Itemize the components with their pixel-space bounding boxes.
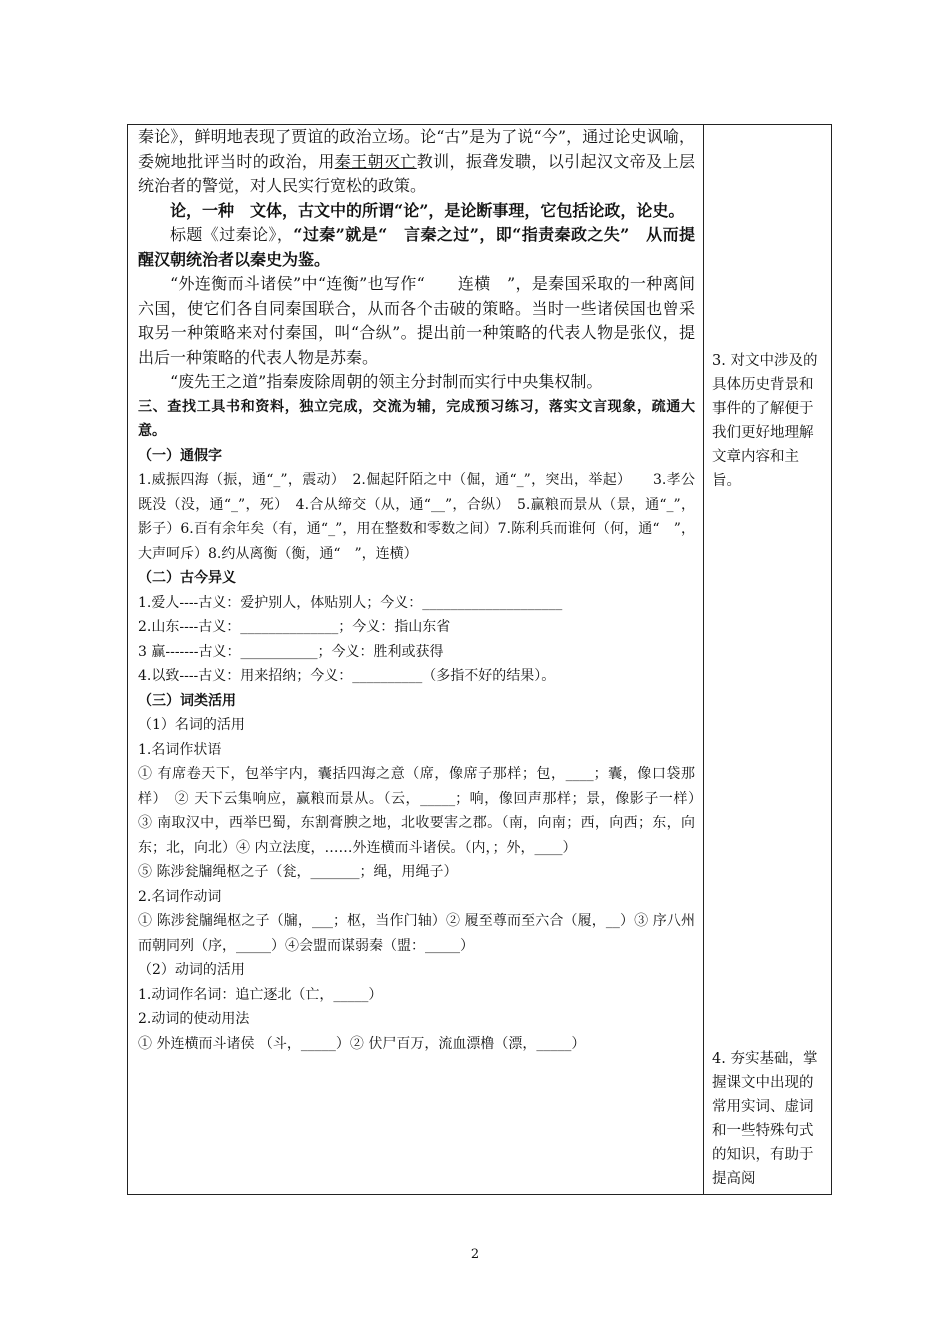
note-4: 4. 夯实基础，掌握课文中出现的常用实词、虚词和一些特殊句式的知识，有助于提高阅 xyxy=(712,1051,818,1187)
blank: ___________ xyxy=(240,643,318,660)
page-number: 2 xyxy=(470,1247,480,1262)
text-segment: 2.山东----古义： xyxy=(138,619,241,635)
subsection-cileihuoyong: （三）词类活用 xyxy=(138,692,236,709)
text-segment: 秦论》，鲜明地表现了贾谊的政治立场。论“古”是为了说“今”，通过论史讽喻，委婉地批评当时的政治，用 xyxy=(138,127,695,171)
dongci-shidong-body: ① 外连横而斗诸侯 （斗，_____）② 伏尸百万，流血漂橹（漂，_____） xyxy=(138,1035,586,1052)
dongci-zuomingci: 1.动词作名词：追亡逐北（亡，_____） xyxy=(138,986,383,1003)
section-heading-3: 三、查找工具书和资料，独立完成，交流为辅，完成预习练习，落实文言现象，疏通大意。 xyxy=(138,398,695,439)
gujinyiyi-line-3 xyxy=(138,640,695,665)
paragraph-feixianwang: “废先王之道”指秦废除周朝的领主分封制而实行中央集权制。 xyxy=(170,372,603,391)
gujinyiyi-line-4 xyxy=(138,664,695,689)
blank: ____________________ xyxy=(422,594,563,611)
text-segment: 1.爱人----古义：爱护别人，体贴别人；今义： xyxy=(138,594,423,611)
mingci-zuodongci-body: ① 陈涉瓮牖绳枢之子（牖，___；枢，当作门轴）② 履至尊而至六合（履，__）③ 序八州而朝同列（序，_____）④会盟而谋弱秦（盟：_____） xyxy=(138,913,695,954)
mingci-zuozhuangyu-body: ① 有席卷天下，包举宇内，囊括四海之意（席，像席子那样；包，____；囊，像口袋那样） ② 天下云集响应，赢粮而景从。（云，_____；响，像回声那样；景，像影子一样） ③ 南取汉中，西举巴蜀，东割膏腴之地，北收要害之郡。（南，向南；西，向西；东，向东；北，向北）④ 内立法度，……外连横而斗诸侯。（内，；外，____） xyxy=(138,766,709,856)
text-segment: 教训，振聋发聩，以引起汉文帝及上层统治者的警觉，对人民实行宽松的政策。 xyxy=(138,151,695,195)
text-segment: ；今义：指山东省 xyxy=(338,619,451,635)
notes-column xyxy=(704,125,831,1194)
tongjiazi-body: 1.威振四海（振，通“_”，震动） 2.倔起阡陌之中（倔，通“_”，突出，举起） 3.孝公既没（没，通“_”，死） 4.合从缔交（从，通“__”，合纵） 5.赢粮而景从（景，通“_”，影子）6.百有余年矣（有，通“_”，用在整数和零数之间）7.陈利兵而谁何（何，通“ ”，大声呵斥）8.约从离衡（衡，通“ ”，连横） xyxy=(138,472,695,562)
text-segment: 标题《过秦论》， xyxy=(170,225,294,244)
paragraph-title xyxy=(138,223,695,272)
mingci-zuozhuangyu-5: ⑤ 陈涉瓮牖绳枢之子（瓮，_______；绳，用绳子） xyxy=(138,864,458,880)
note-3: 3. 对文中涉及的具体历史背景和事件的了解便于我们更好地理解文章内容和主旨。 xyxy=(712,353,818,489)
dongci-huoyong-heading: （2）动词的活用 xyxy=(138,962,245,978)
underlined-text: 秦王朝灭亡 xyxy=(334,151,417,171)
mingci-huoyong-heading: （1）名词的活用 xyxy=(138,717,245,733)
blank: __________ xyxy=(352,668,423,684)
text-segment: 3 赢-------古义： xyxy=(138,643,241,660)
gujinyiyi-line-1 xyxy=(138,591,695,616)
text-segment: ；今义：胜利或获得 xyxy=(317,643,444,660)
gujinyiyi-line-2 xyxy=(138,615,695,640)
main-column xyxy=(128,125,709,1194)
paragraph-lianheng: “外连衡而斗诸侯”中“连衡”也写作“ 连横 ”，是秦国采取的一种离间六国，使它们各自同秦国联合，从而各个击破的策略。当时一些诸侯国也曾采取另一种策略来对付秦国，叫“合纵”。提出前一种策略的代表人物是张仪，提出后一种策略的代表人物是苏秦。 xyxy=(138,274,695,367)
content-table xyxy=(127,124,832,1195)
blank: ______________ xyxy=(240,619,339,635)
text-segment: （多指不好的结果）。 xyxy=(422,668,556,684)
subsection-gujinyiyi: （二）古今异义 xyxy=(138,570,236,586)
mingci-zuodongci-heading: 2.名词作动词 xyxy=(138,888,222,905)
mingci-zuozhuangyu-heading: 1.名词作状语 xyxy=(138,741,222,758)
paragraph-lun: 论，一种 文体，古文中的所谓“论”，是论断事理，它包括论政，论史。 xyxy=(170,200,685,220)
dongci-shidong-heading: 2.动词的使动用法 xyxy=(138,1011,250,1027)
subsection-tongjiazi: （一）通假字 xyxy=(138,447,222,464)
bold-text: “过秦”就是“ 言秦之过”，即“指责秦政之失” 从而提醒汉朝统治者以秦史为鉴。 xyxy=(138,225,695,269)
text-segment: 4.以致----古义：用来招纳；今义： xyxy=(138,668,353,684)
paragraph-intro xyxy=(138,125,695,199)
